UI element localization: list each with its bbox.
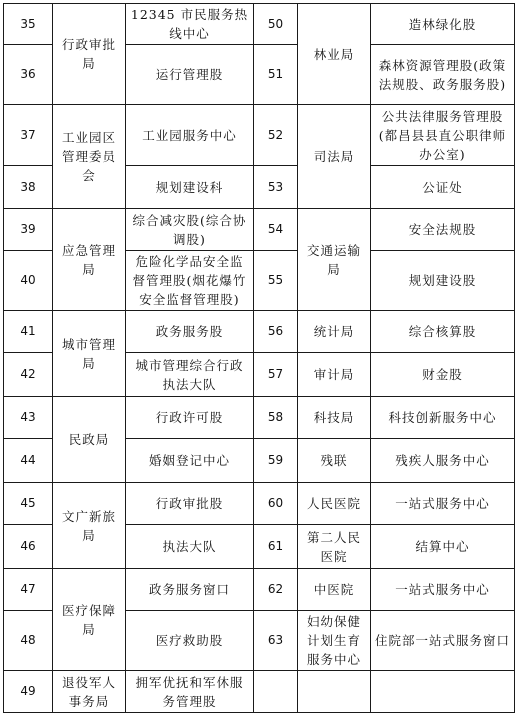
row-number: 51: [254, 45, 298, 105]
unit-cell: 公证处: [371, 166, 515, 209]
unit-cell: 森林资源管理股(政策法规股、政务服务股): [371, 45, 515, 105]
row-number: 61: [254, 525, 298, 569]
department-cell: 统计局: [298, 311, 371, 353]
unit-cell: 残疾人服务中心: [371, 439, 515, 483]
unit-cell: 规划建设股: [371, 251, 515, 311]
department-cell: 人民医院: [298, 483, 371, 525]
unit-cell: 综合减灾股(综合协调股): [126, 209, 254, 251]
unit-cell: 财金股: [371, 353, 515, 397]
row-number: 35: [4, 4, 53, 45]
table-row: [4, 4, 515, 45]
unit-cell: 综合核算股: [371, 311, 515, 353]
table-row: [4, 671, 515, 713]
row-number: 58: [254, 397, 298, 439]
unit-cell: 一站式服务中心: [371, 483, 515, 525]
row-number: 57: [254, 353, 298, 397]
department-cell: 司法局: [298, 105, 371, 209]
unit-cell: 政务服务窗口: [126, 569, 254, 611]
unit-cell: 一站式服务中心: [371, 569, 515, 611]
unit-cell: 婚姻登记中心: [126, 439, 254, 483]
row-number: 36: [4, 45, 53, 105]
row-number: 52: [254, 105, 298, 166]
unit-cell: 拥军优抚和军休服务管理股: [126, 671, 254, 713]
table-row: [4, 483, 515, 525]
unit-cell: 行政审批股: [126, 483, 254, 525]
row-number: 46: [4, 525, 53, 569]
unit-cell: 安全法规股: [371, 209, 515, 251]
row-number: 40: [4, 251, 53, 311]
row-number: 47: [4, 569, 53, 611]
table-row: [4, 105, 515, 166]
department-cell: 退役军人事务局: [53, 671, 126, 713]
unit-cell: 科技创新服务中心: [371, 397, 515, 439]
unit-cell: 运行管理股: [126, 45, 254, 105]
row-number: 63: [254, 611, 298, 671]
row-number: 54: [254, 209, 298, 251]
row-number: 55: [254, 251, 298, 311]
row-number: 56: [254, 311, 298, 353]
department-cell: 中医院: [298, 569, 371, 611]
unit-cell: 工业园服务中心: [126, 105, 254, 166]
department-cell: 林业局: [298, 4, 371, 105]
row-number: 42: [4, 353, 53, 397]
department-cell: 行政审批局: [53, 4, 126, 105]
unit-cell: 公共法律服务管理股(都昌县县直公职律师办公室): [371, 105, 515, 166]
row-number: 50: [254, 4, 298, 45]
department-cell: 妇幼保健计划生育服务中心: [298, 611, 371, 671]
table-row: [4, 311, 515, 353]
row-number: 60: [254, 483, 298, 525]
row-number: 38: [4, 166, 53, 209]
row-number: 45: [4, 483, 53, 525]
row-number: 49: [4, 671, 53, 713]
row-number: 43: [4, 397, 53, 439]
department-cell: [298, 671, 371, 713]
unit-cell: 执法大队: [126, 525, 254, 569]
table-row: [4, 209, 515, 251]
row-number: 41: [4, 311, 53, 353]
row-number: 62: [254, 569, 298, 611]
department-cell: 文广新旅局: [53, 483, 126, 569]
department-cell: 城市管理局: [53, 311, 126, 397]
unit-cell: 住院部一站式服务窗口: [371, 611, 515, 671]
unit-cell: 城市管理综合行政执法大队: [126, 353, 254, 397]
row-number: 44: [4, 439, 53, 483]
department-cell: 审计局: [298, 353, 371, 397]
row-number: 59: [254, 439, 298, 483]
row-number: 39: [4, 209, 53, 251]
table-row: [4, 397, 515, 439]
unit-cell: 行政许可股: [126, 397, 254, 439]
department-cell: 民政局: [53, 397, 126, 483]
unit-cell: 12345 市民服务热线中心: [126, 4, 254, 45]
service-points-table: [3, 3, 515, 713]
unit-cell: 政务服务股: [126, 311, 254, 353]
department-cell: 交通运输局: [298, 209, 371, 311]
department-cell: 工业园区管理委员会: [53, 105, 126, 209]
unit-cell: 医疗救助股: [126, 611, 254, 671]
department-cell: 医疗保障局: [53, 569, 126, 671]
row-number: 53: [254, 166, 298, 209]
row-number: [254, 671, 298, 713]
unit-cell: 结算中心: [371, 525, 515, 569]
row-number: 37: [4, 105, 53, 166]
department-cell: 科技局: [298, 397, 371, 439]
unit-cell: 规划建设科: [126, 166, 254, 209]
department-cell: 应急管理局: [53, 209, 126, 311]
department-cell: 残联: [298, 439, 371, 483]
row-number: 48: [4, 611, 53, 671]
table-row: [4, 569, 515, 611]
unit-cell: 危险化学品安全监督管理股(烟花爆竹安全监督管理股): [126, 251, 254, 311]
department-cell: 第二人民医院: [298, 525, 371, 569]
unit-cell: [371, 671, 515, 713]
unit-cell: 造林绿化股: [371, 4, 515, 45]
